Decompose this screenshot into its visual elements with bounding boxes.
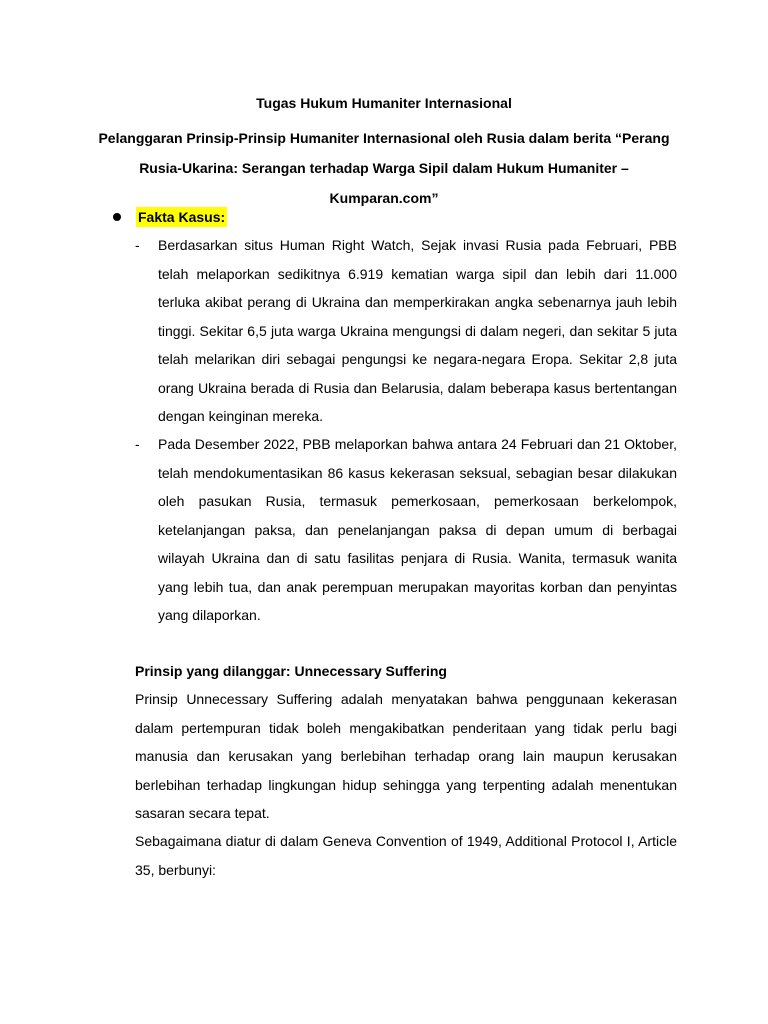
document-subtitle: Pelanggaran Prinsip-Prinsip Humaniter Internasional oleh Rusia dalam berita “Perang Rusia-Ukarina: Serangan terhadap Warga Sipil dalam Hukum Humaniter – Kumparan.com”	[98, 130, 670, 206]
dash-marker: -	[135, 436, 140, 452]
fact-text-1: Berdasarkan situs Human Right Watch, Sejak invasi Rusia pada Februari, PBB telah melaporkan sedikitnya 6.919 kematian warga sipil dan lebih dari 11.000 terluka akibat perang di Ukraina dan memperkirakan angka sebenarnya jauh lebih tinggi. Sekitar 6,5 juta warga Ukraina mengungsi di dalam negeri, dan sekitar 5 juta telah melarikan diri sebagai pengungsi ke negara-negara Eropa. Sekitar 2,8 juta orang Ukraina berada di Rusia dan Belarusia, dalam beberapa kasus bertentangan dengan keinginan mereka.	[158, 237, 677, 424]
section-label-highlighted: Fakta Kasus:	[138, 209, 226, 225]
geneva-paragraph: Sebagaimana diatur di dalam Geneva Convention of 1949, Additional Protocol I, Article 35, berbunyi:	[135, 833, 677, 878]
document-title: Tugas Hukum Humaniter Internasional	[256, 95, 512, 111]
fact-text-2: Pada Desember 2022, PBB melaporkan bahwa antara 24 Februari dan 21 Oktober, telah mendokumentasikan 86 kasus kekerasan seksual, sebagian besar dilakukan oleh pasukan Rusia, termasuk pemerkosaan, pemerkosaan berkelompok, ketelanjangan paksa, dan penelanjangan paksa di depan umum di berbagai wilayah Ukraina dan di satu fasilitas penjara di Rusia. Wanita, termasuk wanita yang lebih tua, dan anak perempuan merupakan mayoritas korban dan penyintas yang dilaporkan.	[158, 436, 677, 623]
section-bullet	[113, 206, 227, 228]
dash-marker: -	[135, 237, 140, 253]
bullet-dot-icon	[113, 213, 121, 221]
principle-heading: Prinsip yang dilanggar: Unnecessary Suffering	[135, 663, 447, 679]
principle-paragraph: Prinsip Unnecessary Suffering adalah menyatakan bahwa penggunaan kekerasan dalam pertempuran tidak boleh mengakibatkan penderitaan yang tidak perlu bagi manusia dan kerusakan yang berlebihan terhadap orang lain maupun kerusakan berlebihan terhadap lingkungan hidup sehingga yang terpenting adalah menentukan sasaran secara tepat.	[135, 691, 677, 821]
